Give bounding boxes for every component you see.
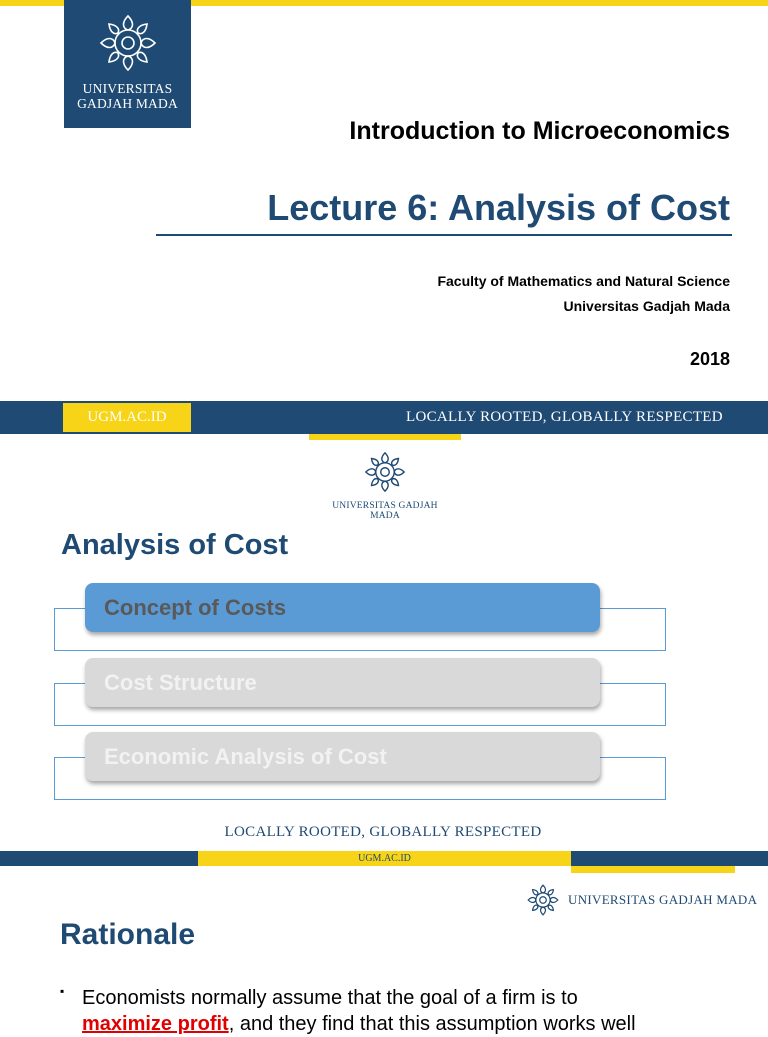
slide1-logo-block [64, 0, 191, 128]
slide2-title: Analysis of Cost [61, 529, 289, 561]
agenda-item-concept-of-costs[interactable] [85, 583, 600, 632]
agenda-item-cost-structure[interactable] [85, 658, 600, 707]
bullet-text-before: Economists normally assume that the goal of a firm is to [82, 987, 578, 1009]
rationale-bullet [82, 985, 722, 1037]
agenda-item-label: Economic Analysis of Cost [104, 743, 387, 769]
slide1-logo-wordmark [77, 81, 178, 111]
slide3-title: Rationale [60, 918, 196, 951]
slide2-logo [318, 450, 452, 521]
agenda-item-label: Cost Structure [104, 669, 257, 695]
university-name: Universitas Gadjah Mada [563, 298, 730, 314]
ugm-seal-icon [526, 883, 560, 917]
logo-line-gadjah-mada: GADJAH MADA [77, 96, 178, 111]
agenda-item-economic-analysis-of-cost[interactable] [85, 732, 600, 781]
slide2-footer-url[interactable]: UGM.AC.ID [198, 851, 571, 866]
title-underline [156, 234, 732, 236]
ugm-seal-icon [97, 12, 159, 74]
faculty-name: Faculty of Mathematics and Natural Science [437, 273, 730, 289]
lecture-year: 2018 [689, 349, 730, 369]
slide2-footer-tagline: LOCALLY ROOTED, GLOBALLY RESPECTED [224, 824, 542, 840]
slide1-footer-url[interactable]: UGM.AC.ID [63, 403, 191, 432]
course-title: Introduction to Microeconomics [349, 117, 730, 145]
slide1-footer-accent [309, 434, 461, 440]
ugm-seal-icon [363, 450, 407, 494]
lecture-title: Lecture 6: Analysis of Cost [267, 187, 730, 228]
logo-line-universitas: UNIVERSITAS [82, 81, 173, 96]
bullet-marker: ▪ [60, 984, 65, 998]
slide3-logo-wordmark: UNIVERSITAS GADJAH MADA [568, 892, 758, 907]
slide1-footer-tagline: LOCALLY ROOTED, GLOBALLY RESPECTED [406, 409, 723, 425]
slide2-logo-wordmark: UNIVERSITAS GADJAH MADA [332, 501, 438, 521]
bullet-text-after: , and they find that this assumption works well [228, 1013, 636, 1035]
slide2-footer-accent [571, 866, 735, 873]
agenda-item-label: Concept of Costs [104, 594, 287, 620]
slide3-logo [526, 883, 757, 917]
bullet-emphasis: maximize profit [82, 1013, 229, 1035]
